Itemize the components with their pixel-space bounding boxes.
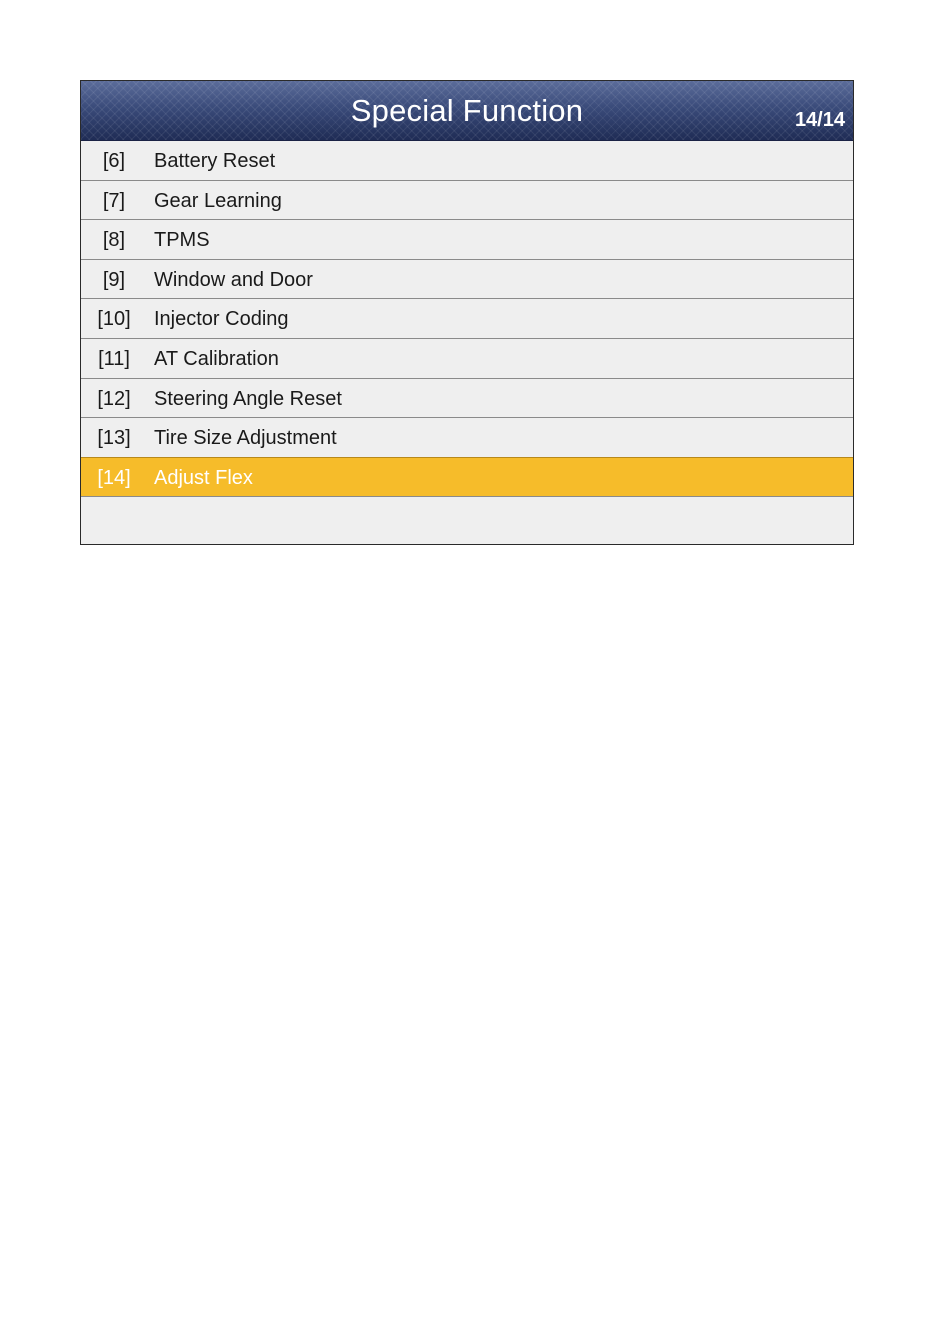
menu-item-number: [7]: [102, 189, 126, 212]
menu-item-gear-learning[interactable]: [81, 181, 853, 221]
menu-item-number: [6]: [102, 150, 126, 172]
menu-item-label: Window and Door: [154, 268, 313, 291]
menu-item-number: [9]: [102, 268, 126, 291]
menu-item-tire-size-adjustment[interactable]: [81, 418, 853, 458]
page-title: Special Function: [350, 93, 584, 128]
menu-item-label: TPMS: [154, 229, 210, 252]
page-indicator: 14/14: [794, 109, 845, 131]
menu-item-at-calibration[interactable]: [81, 339, 853, 379]
menu-item-window-and-door[interactable]: [81, 260, 853, 300]
menu-item-battery-reset[interactable]: [81, 141, 853, 181]
menu-item-tpms[interactable]: [81, 220, 853, 260]
menu-item-label: Tire Size Adjustment: [154, 427, 337, 450]
menu-item-number: [8]: [102, 229, 126, 252]
menu-item-number: [13]: [97, 427, 131, 450]
menu-item-injector-coding[interactable]: [81, 299, 853, 339]
menu-item-label: Injector Coding: [154, 308, 289, 331]
menu-item-number: [10]: [97, 308, 131, 331]
function-menu-list: [81, 141, 853, 497]
screen-header: [81, 81, 853, 141]
menu-item-number: [11]: [98, 347, 130, 370]
menu-item-number: [14]: [97, 466, 131, 489]
menu-item-label: Steering Angle Reset: [154, 387, 342, 410]
menu-item-number: [12]: [97, 387, 131, 410]
menu-item-label: Gear Learning: [154, 189, 282, 212]
menu-item-adjust-flex[interactable]: [81, 457, 853, 498]
menu-item-steering-angle-reset[interactable]: [81, 379, 853, 419]
menu-item-label: Battery Reset: [154, 150, 276, 172]
menu-item-label: Adjust Flex: [154, 466, 253, 489]
special-function-screen: [80, 80, 854, 545]
menu-item-label: AT Calibration: [154, 347, 279, 370]
